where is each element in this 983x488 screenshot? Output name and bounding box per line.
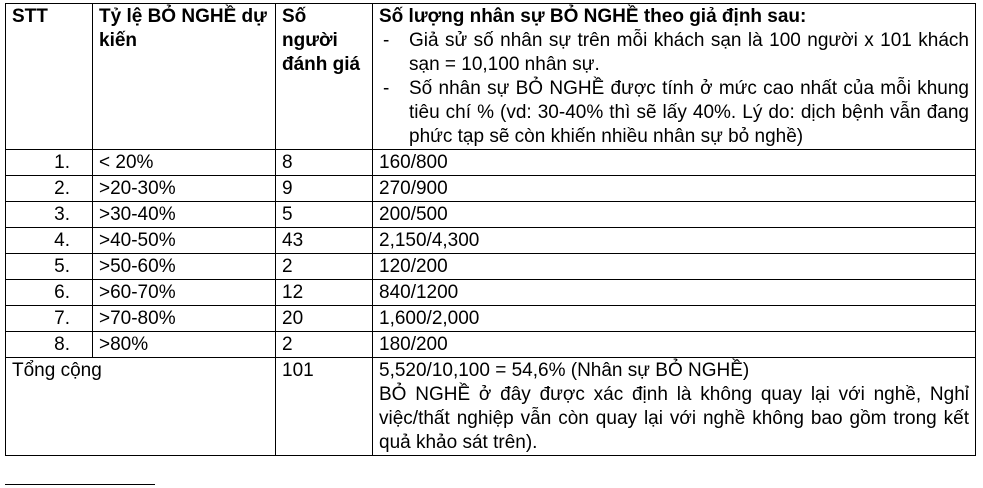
divider	[5, 484, 155, 485]
total-explanation: BỎ NGHỀ ở đây được xác định là không quay lại với nghề, Nghỉ việc/thất nghiệp vẫn còn quay lại với nghề không bao gồm trong kết quả khảo sát trên).	[379, 384, 969, 453]
cell-ratio: >80%	[93, 332, 276, 358]
cell-count: 20	[276, 306, 373, 332]
cell-stt: 4.	[6, 228, 93, 254]
header-ratio: Tỷ lệ BỎ NGHỀ dự kiến	[93, 4, 276, 150]
cell-stt: 2.	[6, 176, 93, 202]
cell-count: 9	[276, 176, 373, 202]
assumption-notes	[379, 29, 969, 149]
cell-count: 2	[276, 332, 373, 358]
cell-ratio: >40-50%	[93, 228, 276, 254]
table-row	[6, 254, 976, 280]
cell-stt: 1.	[6, 150, 93, 176]
table-row	[6, 332, 976, 358]
total-workforce	[373, 358, 976, 456]
cell-ratio: >70-80%	[93, 306, 276, 332]
cell-ratio: < 20%	[93, 150, 276, 176]
cell-workforce: 1,600/2,000	[373, 306, 976, 332]
cell-stt: 3.	[6, 202, 93, 228]
cell-workforce: 180/200	[373, 332, 976, 358]
table-row	[6, 280, 976, 306]
cell-count: 8	[276, 150, 373, 176]
cell-count: 5	[276, 202, 373, 228]
cell-count: 43	[276, 228, 373, 254]
table-row	[6, 228, 976, 254]
header-row	[6, 4, 976, 150]
cell-workforce: 270/900	[373, 176, 976, 202]
total-row	[6, 358, 976, 456]
cell-ratio: >50-60%	[93, 254, 276, 280]
header-workforce-title: Số lượng nhân sự BỎ NGHỀ theo giả định sau:	[379, 6, 807, 27]
table-row	[6, 202, 976, 228]
dash-bullet: -	[383, 78, 390, 99]
cell-ratio: >30-40%	[93, 202, 276, 228]
dash-bullet: -	[383, 30, 390, 51]
cell-stt: 6.	[6, 280, 93, 306]
cell-stt: 7.	[6, 306, 93, 332]
total-result: 5,520/10,100 = 54,6% (Nhân sự BỎ NGHỀ)	[379, 360, 750, 381]
cell-ratio: >20-30%	[93, 176, 276, 202]
table-row	[6, 306, 976, 332]
table-row	[6, 176, 976, 202]
table-row	[6, 150, 976, 176]
cell-ratio: >60-70%	[93, 280, 276, 306]
assumption-note	[379, 77, 969, 149]
cell-workforce: 200/500	[373, 202, 976, 228]
cell-count: 2	[276, 254, 373, 280]
total-label: Tổng cộng	[6, 358, 276, 456]
cell-workforce: 840/1200	[373, 280, 976, 306]
cell-workforce: 160/800	[373, 150, 976, 176]
cell-workforce: 120/200	[373, 254, 976, 280]
header-count: Số người đánh giá	[276, 4, 373, 150]
cell-stt: 8.	[6, 332, 93, 358]
workforce-attrition-table	[5, 3, 976, 456]
cell-workforce: 2,150/4,300	[373, 228, 976, 254]
header-workforce	[373, 4, 976, 150]
assumption-note	[379, 29, 969, 77]
assumption-note-text: Số nhân sự BỎ NGHỀ được tính ở mức cao nhất của mỗi khung tiêu chí % (vd: 30-40% thì sẽ lấy 40%. Lý do: dịch bệnh vẫn đang phức tạp sẽ còn khiến nhiều nhân sự bỏ nghề)	[409, 78, 969, 147]
assumption-note-text: Giả sử số nhân sự trên mỗi khách sạn là 100 người x 101 khách sạn = 10,100 nhân sự.	[409, 30, 969, 75]
cell-count: 12	[276, 280, 373, 306]
cell-stt: 5.	[6, 254, 93, 280]
header-stt: STT	[6, 4, 93, 150]
total-count: 101	[276, 358, 373, 456]
